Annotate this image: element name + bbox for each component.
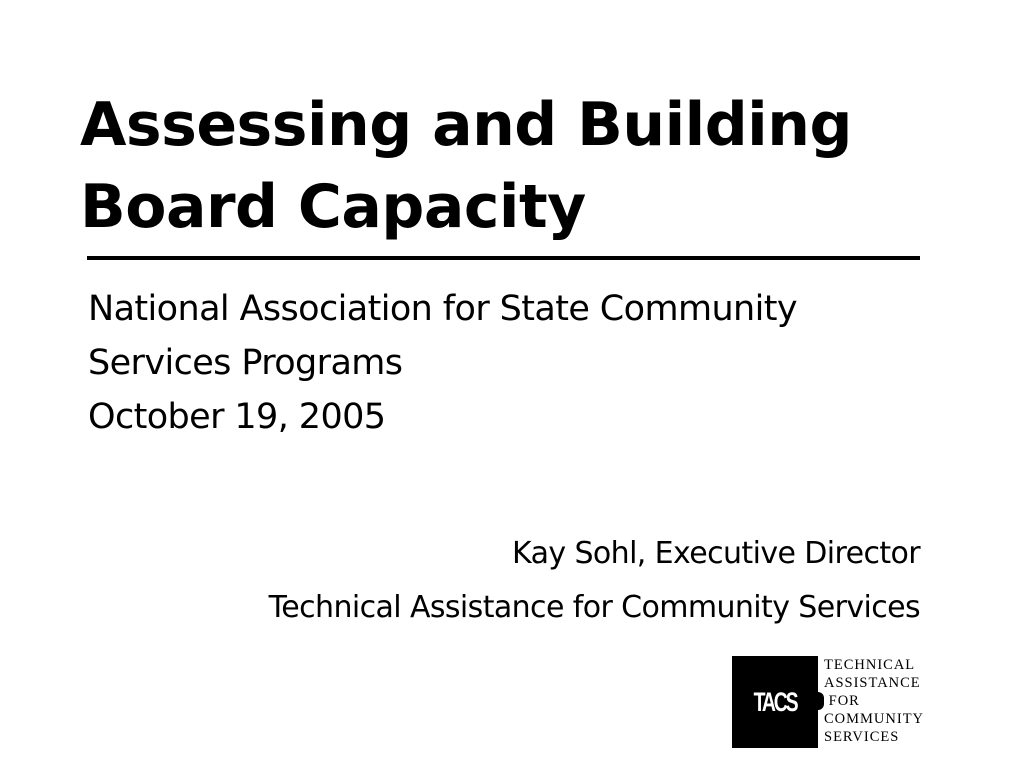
presenter-block [120,527,920,635]
logo-mark: TACS [753,686,797,717]
logo-text-line-1: TECHNICAL [824,657,916,673]
logo-wordmark [824,656,924,746]
subtitle-date: October 19, 2005 [88,397,386,437]
title-divider [87,256,920,260]
logo-text-line-5: SERVICES [824,729,900,745]
subtitle-line-2: Services Programs [88,343,403,383]
logo-text-line-3: FOR [824,693,860,709]
presenter-name: Kay Sohl, Executive Director [512,536,920,571]
slide-subtitle [88,282,948,444]
title-line-2: Board Capacity [80,172,586,242]
presenter-organization: Technical Assistance for Community Services [268,590,920,625]
logo-text-line-4: COMMUNITY [824,711,925,727]
tacs-logo [732,656,942,750]
logo-text-line-2: ASSISTANCE [824,675,921,691]
title-line-1: Assessing and Building [80,90,852,160]
subtitle-line-1: National Association for State Community [88,289,797,329]
slide-title [80,84,940,248]
